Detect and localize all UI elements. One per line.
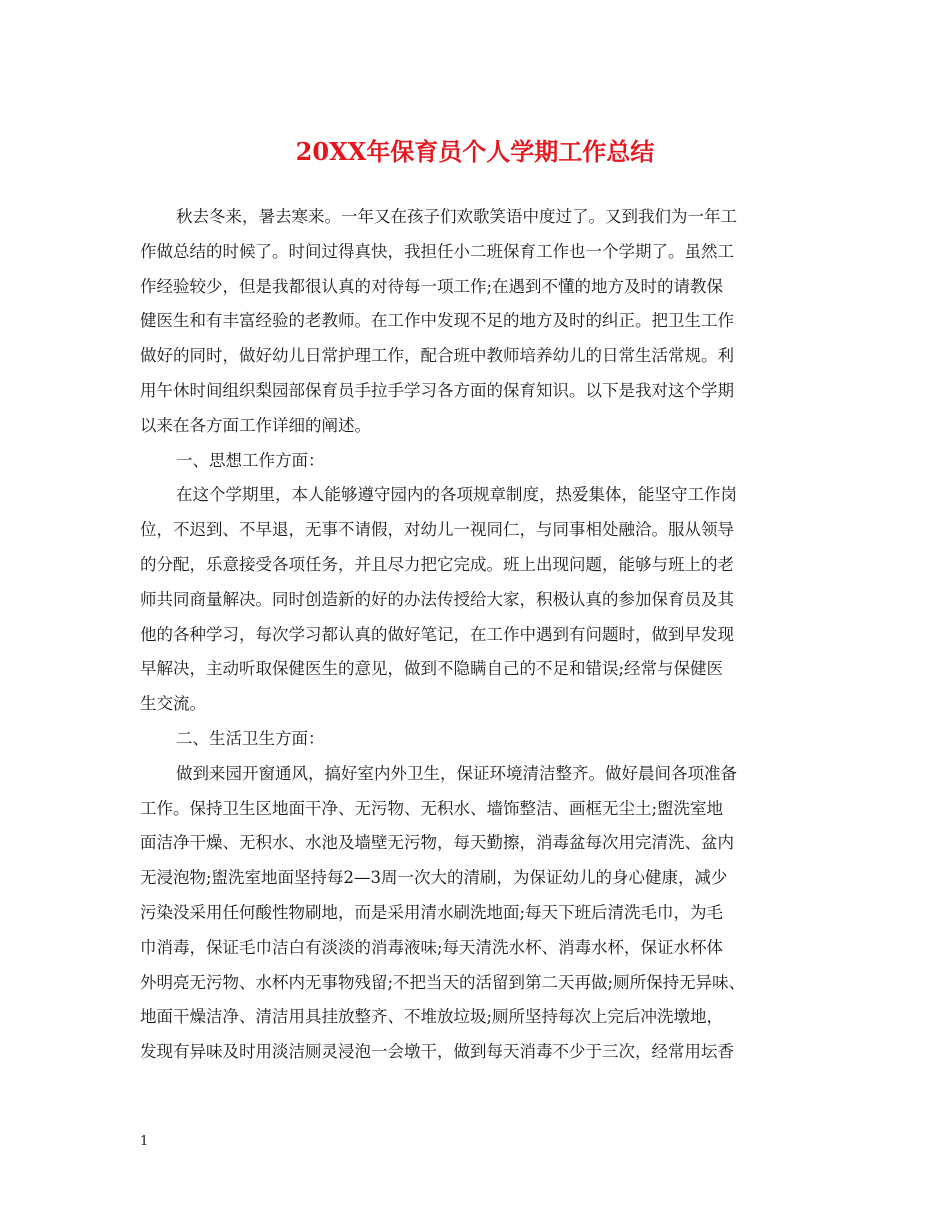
text-line: 的分配，乐意接受各项任务，并且尽力把它完成。班上出现问题，能够与班上的老 (140, 554, 734, 574)
text-line: 一、思想工作方面： (176, 450, 325, 470)
text-line: 以来在各方面工作详细的阐述。 (140, 415, 371, 435)
text-line: 面洁净干燥、无积水、水池及墙壁无污物，每天勤擦，消毒盆每次用完清洗、盆内 (140, 833, 734, 853)
text-line: 二、生活卫生方面： (176, 728, 325, 748)
text-line: 师共同商量解决。同时创造新的好的办法传授给大家，积极认真的参加保育员及其 (140, 589, 734, 609)
text-line: 健医生和有丰富经验的老教师。在工作中发现不足的地方及时的纠正。把卫生工作 (140, 311, 734, 331)
text-line: 做到来园开窗通风，搞好室内外卫生，保证环境清洁整齐。做好晨间各项准备 (176, 763, 737, 783)
text-line: 无浸泡物;盥洗室地面坚持每2—3周一次大的清刷，为保证幼儿的身心健康，减少 (140, 868, 728, 888)
text-line: 秋去冬来，暑去寒来。一年又在孩子们欢歌笑语中度过了。又到我们为一年工 (176, 207, 737, 226)
text-line: 外明亮无污物、水杯内无事物残留;不把当天的活留到第二天再做;厕所保持无异味、 (140, 972, 746, 992)
document-title: 20XX年保育员个人学期工作总结 (295, 137, 655, 166)
text-line: 作经验较少，但是我都很认真的对待每一项工作;在遇到不懂的地方及时的请教保 (140, 276, 724, 296)
text-line: 地面干燥洁净、清洁用具挂放整齐、不堆放垃圾;厕所坚持每次上完后冲洗墩地， (140, 1007, 724, 1027)
text-line: 用午休时间组织梨园部保育员手拉手学习各方面的保育知识。以下是我对这个学期 (140, 380, 734, 400)
text-line: 做好的同时，做好幼儿日常护理工作，配合班中教师培养幼儿的日常生活常规。利 (140, 346, 734, 366)
text-line: 发现有异味及时用淡洁厕灵浸泡一会墩干，做到每天消毒不少于三次，经常用坛香 (140, 1042, 734, 1062)
text-line: 生交流。 (140, 694, 206, 714)
text-line: 他的各种学习，每次学习都认真的做好笔记，在工作中遇到有问题时，做到早发现 (140, 624, 734, 644)
text-line: 位，不迟到、不早退，无事不请假，对幼儿一视同仁，与同事相处融洽。服从领导 (140, 520, 734, 540)
text-line: 污染没采用任何酸性物刷地，而是采用清水刷洗地面;每天下班后清洗毛巾，为毛 (140, 902, 724, 922)
text-line: 工作。保持卫生区地面干净、无污物、无积水、墙饰整洁、画框无尘土;盥洗室地 (140, 798, 724, 818)
text-line: 作做总结的时候了。时间过得真快，我担任小二班保育工作也一个学期了。虽然工 (140, 241, 734, 261)
text-line: 早解决，主动听取保健医生的意见，做到不隐瞒自己的不足和错误;经常与保健医 (140, 659, 724, 679)
text-line: 巾消毒，保证毛巾洁白有淡淡的消毒液味;每天清洗水杯、消毒水杯，保证水杯体 (140, 937, 724, 957)
text-line: 在这个学期里，本人能够遵守园内的各项规章制度，热爱集体，能坚守工作岗 (176, 485, 737, 505)
document-body (140, 200, 820, 1070)
page-number: 1 (140, 1134, 149, 1149)
